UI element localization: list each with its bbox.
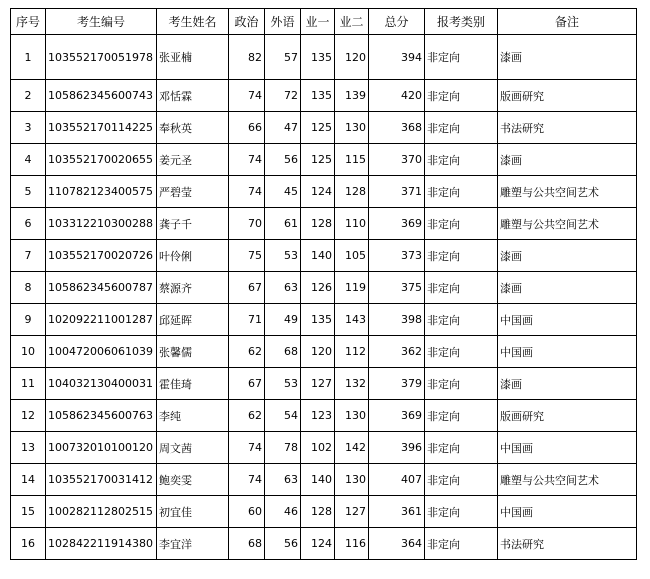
cell-remark: 中国画 bbox=[498, 336, 637, 368]
cell-remark: 中国画 bbox=[498, 432, 637, 464]
cell-remark: 雕塑与公共空间艺术 bbox=[498, 208, 637, 240]
cell-candidate-name: 张馨儒 bbox=[157, 336, 229, 368]
cell-politics: 67 bbox=[229, 368, 265, 400]
cell-foreign-language: 61 bbox=[265, 208, 301, 240]
cell-candidate-id: 103552170031412 bbox=[46, 464, 157, 496]
cell-no: 10 bbox=[11, 336, 46, 368]
cell-major-1: 135 bbox=[301, 35, 335, 80]
cell-no: 11 bbox=[11, 368, 46, 400]
cell-candidate-id: 104032130400031 bbox=[46, 368, 157, 400]
header-politics: 政治 bbox=[229, 9, 265, 35]
cell-major-1: 123 bbox=[301, 400, 335, 432]
cell-major-2: 132 bbox=[335, 368, 369, 400]
cell-foreign-language: 68 bbox=[265, 336, 301, 368]
cell-candidate-id: 103552170114225 bbox=[46, 112, 157, 144]
cell-candidate-name: 霍佳琦 bbox=[157, 368, 229, 400]
cell-politics: 62 bbox=[229, 400, 265, 432]
cell-total: 373 bbox=[369, 240, 425, 272]
cell-major-2: 110 bbox=[335, 208, 369, 240]
cell-no: 5 bbox=[11, 176, 46, 208]
cell-category: 非定向 bbox=[425, 496, 498, 528]
cell-major-1: 125 bbox=[301, 144, 335, 176]
cell-major-1: 135 bbox=[301, 80, 335, 112]
cell-major-1: 135 bbox=[301, 304, 335, 336]
cell-candidate-name: 姜元圣 bbox=[157, 144, 229, 176]
cell-no: 1 bbox=[11, 35, 46, 80]
cell-no: 3 bbox=[11, 112, 46, 144]
cell-candidate-name: 李宜洋 bbox=[157, 528, 229, 560]
cell-candidate-id: 105862345600743 bbox=[46, 80, 157, 112]
cell-major-1: 125 bbox=[301, 112, 335, 144]
cell-no: 7 bbox=[11, 240, 46, 272]
table-row bbox=[11, 496, 637, 528]
cell-category: 非定向 bbox=[425, 336, 498, 368]
cell-no: 9 bbox=[11, 304, 46, 336]
cell-no: 4 bbox=[11, 144, 46, 176]
cell-major-2: 130 bbox=[335, 400, 369, 432]
cell-candidate-id: 103552170020655 bbox=[46, 144, 157, 176]
cell-no: 13 bbox=[11, 432, 46, 464]
cell-candidate-id: 103312210300288 bbox=[46, 208, 157, 240]
cell-candidate-id: 103552170051978 bbox=[46, 35, 157, 80]
cell-foreign-language: 56 bbox=[265, 144, 301, 176]
cell-remark: 书法研究 bbox=[498, 528, 637, 560]
cell-politics: 71 bbox=[229, 304, 265, 336]
cell-major-2: 105 bbox=[335, 240, 369, 272]
cell-major-2: 120 bbox=[335, 35, 369, 80]
cell-major-1: 124 bbox=[301, 176, 335, 208]
cell-major-1: 126 bbox=[301, 272, 335, 304]
cell-major-1: 140 bbox=[301, 464, 335, 496]
header-candidate-name: 考生姓名 bbox=[157, 9, 229, 35]
cell-category: 非定向 bbox=[425, 368, 498, 400]
cell-major-2: 130 bbox=[335, 464, 369, 496]
cell-major-1: 127 bbox=[301, 368, 335, 400]
cell-total: 379 bbox=[369, 368, 425, 400]
cell-total: 364 bbox=[369, 528, 425, 560]
cell-candidate-name: 严碧莹 bbox=[157, 176, 229, 208]
cell-category: 非定向 bbox=[425, 144, 498, 176]
cell-total: 361 bbox=[369, 496, 425, 528]
cell-total: 368 bbox=[369, 112, 425, 144]
cell-total: 362 bbox=[369, 336, 425, 368]
cell-total: 369 bbox=[369, 400, 425, 432]
cell-candidate-name: 奉秋英 bbox=[157, 112, 229, 144]
cell-category: 非定向 bbox=[425, 528, 498, 560]
table-row bbox=[11, 240, 637, 272]
cell-category: 非定向 bbox=[425, 176, 498, 208]
cell-total: 394 bbox=[369, 35, 425, 80]
cell-category: 非定向 bbox=[425, 432, 498, 464]
cell-major-1: 124 bbox=[301, 528, 335, 560]
cell-no: 14 bbox=[11, 464, 46, 496]
cell-major-1: 140 bbox=[301, 240, 335, 272]
cell-foreign-language: 47 bbox=[265, 112, 301, 144]
header-remark: 备注 bbox=[498, 9, 637, 35]
cell-politics: 74 bbox=[229, 464, 265, 496]
cell-foreign-language: 49 bbox=[265, 304, 301, 336]
cell-candidate-id: 100472006061039 bbox=[46, 336, 157, 368]
cell-category: 非定向 bbox=[425, 464, 498, 496]
cell-politics: 74 bbox=[229, 176, 265, 208]
score-table bbox=[10, 8, 637, 560]
cell-candidate-name: 叶伶俐 bbox=[157, 240, 229, 272]
table-row bbox=[11, 176, 637, 208]
cell-foreign-language: 45 bbox=[265, 176, 301, 208]
table-row bbox=[11, 336, 637, 368]
header-candidate-id: 考生编号 bbox=[46, 9, 157, 35]
cell-remark: 雕塑与公共空间艺术 bbox=[498, 464, 637, 496]
table-row bbox=[11, 112, 637, 144]
cell-remark: 中国画 bbox=[498, 496, 637, 528]
table-row bbox=[11, 272, 637, 304]
table-row bbox=[11, 464, 637, 496]
cell-foreign-language: 78 bbox=[265, 432, 301, 464]
cell-remark: 雕塑与公共空间艺术 bbox=[498, 176, 637, 208]
cell-candidate-name: 李纯 bbox=[157, 400, 229, 432]
cell-foreign-language: 53 bbox=[265, 368, 301, 400]
cell-politics: 67 bbox=[229, 272, 265, 304]
cell-foreign-language: 56 bbox=[265, 528, 301, 560]
table-body bbox=[11, 35, 637, 560]
cell-foreign-language: 46 bbox=[265, 496, 301, 528]
cell-major-2: 128 bbox=[335, 176, 369, 208]
cell-candidate-name: 邓恬霖 bbox=[157, 80, 229, 112]
cell-foreign-language: 53 bbox=[265, 240, 301, 272]
cell-major-2: 127 bbox=[335, 496, 369, 528]
cell-major-1: 102 bbox=[301, 432, 335, 464]
cell-candidate-id: 102842211914380 bbox=[46, 528, 157, 560]
header-category: 报考类别 bbox=[425, 9, 498, 35]
cell-total: 370 bbox=[369, 144, 425, 176]
table-row bbox=[11, 528, 637, 560]
cell-category: 非定向 bbox=[425, 112, 498, 144]
cell-total: 407 bbox=[369, 464, 425, 496]
cell-remark: 漆画 bbox=[498, 368, 637, 400]
table-row bbox=[11, 304, 637, 336]
cell-foreign-language: 72 bbox=[265, 80, 301, 112]
cell-candidate-name: 周文茜 bbox=[157, 432, 229, 464]
cell-no: 6 bbox=[11, 208, 46, 240]
table-row bbox=[11, 368, 637, 400]
cell-candidate-name: 龚子千 bbox=[157, 208, 229, 240]
header-major-2: 业二 bbox=[335, 9, 369, 35]
cell-remark: 版画研究 bbox=[498, 80, 637, 112]
table-row bbox=[11, 80, 637, 112]
cell-category: 非定向 bbox=[425, 272, 498, 304]
cell-category: 非定向 bbox=[425, 208, 498, 240]
cell-no: 2 bbox=[11, 80, 46, 112]
cell-major-2: 116 bbox=[335, 528, 369, 560]
cell-total: 369 bbox=[369, 208, 425, 240]
cell-candidate-name: 邱延晖 bbox=[157, 304, 229, 336]
cell-candidate-name: 初宜佳 bbox=[157, 496, 229, 528]
cell-foreign-language: 57 bbox=[265, 35, 301, 80]
header-row bbox=[11, 9, 637, 35]
cell-politics: 60 bbox=[229, 496, 265, 528]
cell-candidate-id: 105862345600763 bbox=[46, 400, 157, 432]
cell-remark: 漆画 bbox=[498, 35, 637, 80]
cell-candidate-id: 102092211001287 bbox=[46, 304, 157, 336]
cell-total: 396 bbox=[369, 432, 425, 464]
cell-foreign-language: 63 bbox=[265, 464, 301, 496]
cell-foreign-language: 63 bbox=[265, 272, 301, 304]
cell-no: 8 bbox=[11, 272, 46, 304]
cell-major-2: 130 bbox=[335, 112, 369, 144]
cell-major-2: 112 bbox=[335, 336, 369, 368]
cell-remark: 书法研究 bbox=[498, 112, 637, 144]
cell-candidate-id: 103552170020726 bbox=[46, 240, 157, 272]
cell-category: 非定向 bbox=[425, 240, 498, 272]
cell-category: 非定向 bbox=[425, 304, 498, 336]
cell-candidate-name: 鲍奕雯 bbox=[157, 464, 229, 496]
cell-major-2: 139 bbox=[335, 80, 369, 112]
cell-major-2: 119 bbox=[335, 272, 369, 304]
cell-major-2: 115 bbox=[335, 144, 369, 176]
cell-total: 420 bbox=[369, 80, 425, 112]
cell-remark: 版画研究 bbox=[498, 400, 637, 432]
cell-politics: 82 bbox=[229, 35, 265, 80]
cell-candidate-name: 张亚楠 bbox=[157, 35, 229, 80]
cell-remark: 中国画 bbox=[498, 304, 637, 336]
cell-major-1: 128 bbox=[301, 496, 335, 528]
cell-politics: 74 bbox=[229, 432, 265, 464]
header-foreign-language: 外语 bbox=[265, 9, 301, 35]
cell-politics: 66 bbox=[229, 112, 265, 144]
cell-no: 16 bbox=[11, 528, 46, 560]
cell-remark: 漆画 bbox=[498, 272, 637, 304]
table-row bbox=[11, 144, 637, 176]
table-row bbox=[11, 35, 637, 80]
cell-category: 非定向 bbox=[425, 400, 498, 432]
cell-no: 12 bbox=[11, 400, 46, 432]
header-total: 总分 bbox=[369, 9, 425, 35]
cell-politics: 74 bbox=[229, 144, 265, 176]
cell-politics: 68 bbox=[229, 528, 265, 560]
cell-major-1: 128 bbox=[301, 208, 335, 240]
cell-category: 非定向 bbox=[425, 80, 498, 112]
cell-remark: 漆画 bbox=[498, 144, 637, 176]
cell-candidate-id: 100282112802515 bbox=[46, 496, 157, 528]
table-row bbox=[11, 208, 637, 240]
cell-politics: 75 bbox=[229, 240, 265, 272]
table-row bbox=[11, 432, 637, 464]
header-no: 序号 bbox=[11, 9, 46, 35]
cell-candidate-id: 105862345600787 bbox=[46, 272, 157, 304]
cell-remark: 漆画 bbox=[498, 240, 637, 272]
cell-no: 15 bbox=[11, 496, 46, 528]
cell-politics: 74 bbox=[229, 80, 265, 112]
cell-politics: 62 bbox=[229, 336, 265, 368]
header-major-1: 业一 bbox=[301, 9, 335, 35]
cell-major-2: 142 bbox=[335, 432, 369, 464]
cell-candidate-id: 100732010100120 bbox=[46, 432, 157, 464]
cell-politics: 70 bbox=[229, 208, 265, 240]
cell-major-2: 143 bbox=[335, 304, 369, 336]
table-row bbox=[11, 400, 637, 432]
cell-total: 371 bbox=[369, 176, 425, 208]
cell-foreign-language: 54 bbox=[265, 400, 301, 432]
cell-candidate-name: 蔡源齐 bbox=[157, 272, 229, 304]
cell-total: 375 bbox=[369, 272, 425, 304]
cell-major-1: 120 bbox=[301, 336, 335, 368]
cell-candidate-id: 110782123400575 bbox=[46, 176, 157, 208]
cell-category: 非定向 bbox=[425, 35, 498, 80]
cell-total: 398 bbox=[369, 304, 425, 336]
